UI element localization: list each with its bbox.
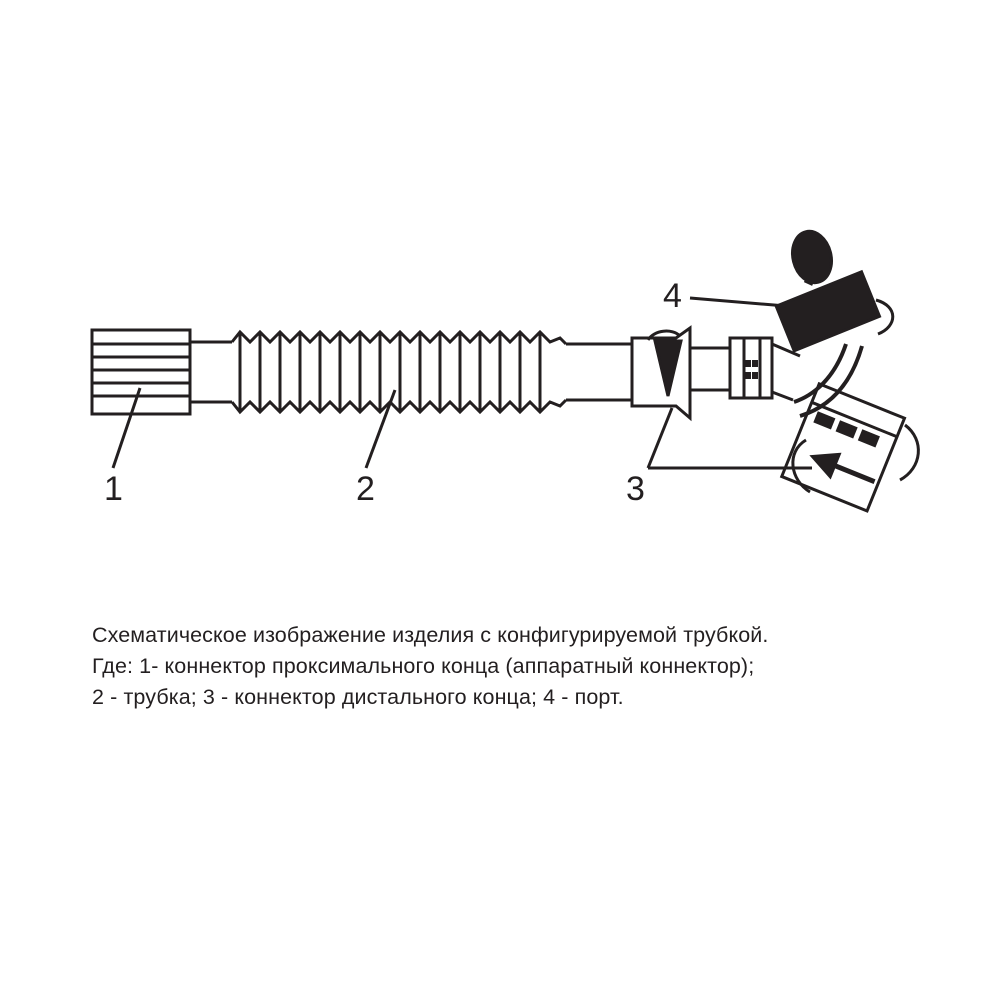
corrugated-tube (232, 332, 632, 412)
callout-label-1: 1 (104, 470, 123, 508)
rotating-cuff (782, 384, 905, 511)
caption-line-2: Где: 1- коннектор проксимального конца (аппаратный коннектор); (92, 654, 755, 678)
figure-caption (92, 620, 932, 713)
caption-line-3: 2 - трубка; 3 - коннектор дистального конца; 4 - порт. (92, 685, 624, 709)
callout-label-4: 4 (663, 277, 682, 315)
proximal-connector (92, 330, 232, 414)
callout-label-2: 2 (356, 470, 375, 508)
distal-connector (632, 328, 800, 418)
caption-line-1: Схематическое изображение изделия с конфигурируемой трубкой. (92, 623, 769, 647)
leader-3a (648, 408, 672, 468)
leader-4 (690, 298, 786, 306)
port (776, 227, 893, 416)
callout-label-3: 3 (626, 470, 645, 508)
